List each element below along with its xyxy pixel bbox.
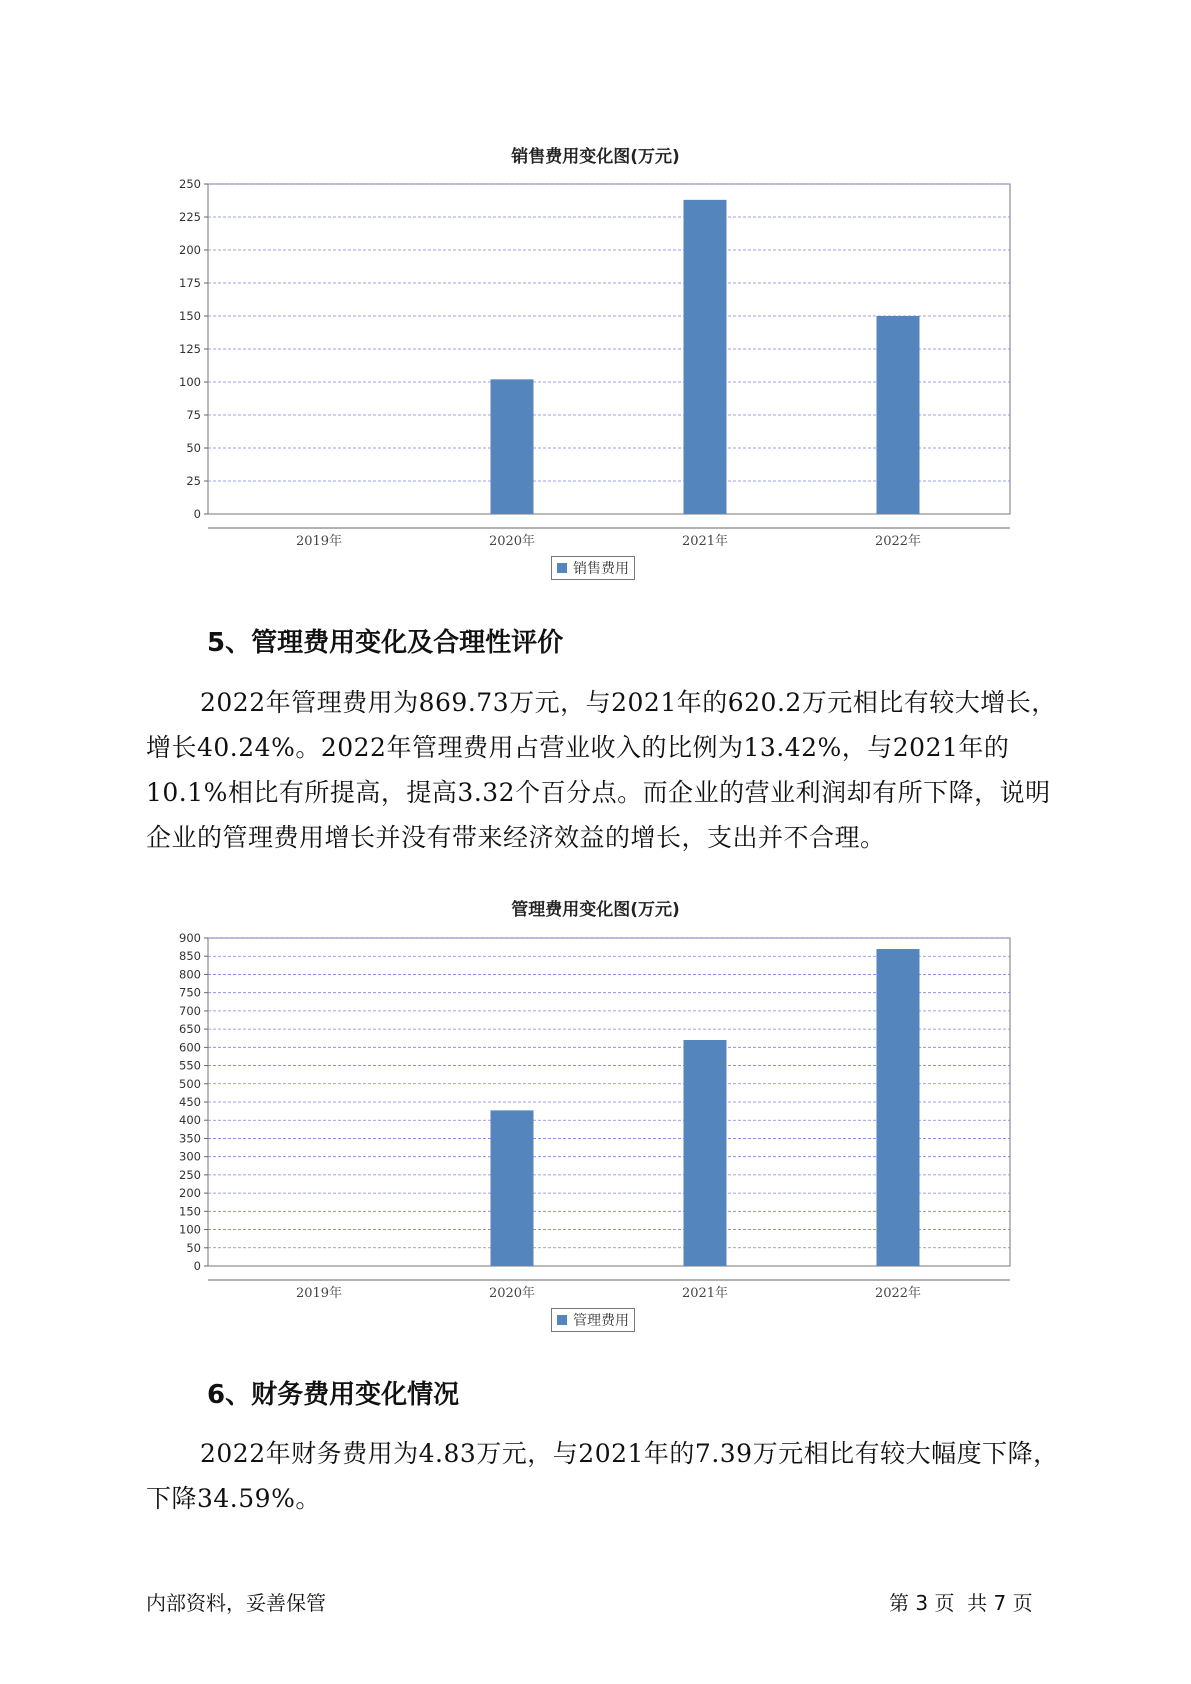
y-tick-label: 175: [179, 276, 201, 290]
y-tick-label: 25: [186, 474, 201, 488]
admin-expense-chart: [0, 930, 1191, 1307]
y-tick-label: 900: [179, 931, 201, 945]
y-tick-label: 350: [179, 1131, 201, 1146]
y-tick-label: 200: [179, 243, 201, 257]
section5-paragraph: 2022年管理费用为869.73万元，与2021年的620.2万元相比有较大增长，增长40.24%。2022年管理费用占营业收入的比例为13.42%，与2021年的10.1%相比有所提高，提高3.32个百分点。而企业的营业利润却有所下降，说明企业的管理费用增长并没有带来经济效益的增长，支出并不合理。: [146, 688, 1057, 852]
y-tick-label: 300: [179, 1149, 201, 1164]
sales-expense-chart: [0, 178, 1191, 555]
footer-confidential: 内部资料，妥善保管: [146, 1591, 326, 1615]
chart2-legend-label: 管理费用: [573, 1313, 629, 1329]
y-tick-label: 450: [179, 1095, 201, 1109]
chart1-legend: [551, 556, 635, 580]
y-tick-label: 75: [186, 408, 201, 422]
x-tick-label: 2021年: [681, 1286, 729, 1301]
y-tick-label: 400: [179, 1113, 201, 1128]
x-tick-label: 2021年: [681, 534, 729, 549]
y-tick-label: 600: [179, 1040, 201, 1055]
y-tick-label: 100: [179, 1222, 201, 1237]
y-tick-label: 250: [179, 177, 201, 191]
y-tick-label: 0: [193, 1259, 201, 1273]
bar-2022年: [877, 316, 920, 514]
bar-2020年: [491, 379, 534, 514]
bar-2021年: [684, 1040, 727, 1266]
y-tick-label: 550: [179, 1058, 201, 1073]
legend-swatch: [557, 1315, 567, 1325]
chart1-title: 销售费用变化图(万元): [511, 147, 680, 167]
section5-heading: 5、管理费用变化及合理性评价: [207, 628, 564, 658]
y-tick-label: 200: [179, 1186, 201, 1201]
bar-2020年: [491, 1110, 534, 1266]
y-tick-label: 225: [179, 210, 201, 224]
y-tick-label: 750: [179, 985, 201, 1000]
bar-2022年: [877, 949, 920, 1266]
legend-swatch: [557, 563, 567, 573]
y-tick-label: 50: [186, 1240, 201, 1255]
y-tick-label: 800: [179, 967, 201, 982]
x-tick-label: 2020年: [488, 534, 536, 549]
chart1-legend-label: 销售费用: [573, 561, 629, 577]
chart2-legend: [551, 1308, 635, 1332]
y-tick-label: 700: [179, 1003, 201, 1018]
y-tick-label: 650: [179, 1022, 201, 1037]
section6-paragraph: 2022年财务费用为4.83万元，与2021年的7.39万元相比有较大幅度下降，下降34.59%。: [146, 1439, 1059, 1513]
y-tick-label: 125: [179, 342, 201, 356]
footer-page-number: 第 3 页 共 7 页: [889, 1591, 1033, 1615]
bar-2021年: [684, 200, 727, 514]
y-tick-label: 500: [179, 1076, 201, 1091]
chart2-title: 管理费用变化图(万元): [511, 900, 680, 920]
x-tick-label: 2020年: [488, 1286, 536, 1301]
y-tick-label: 0: [193, 507, 201, 521]
x-tick-label: 2019年: [295, 1286, 343, 1301]
y-tick-label: 250: [179, 1167, 201, 1182]
y-tick-label: 50: [186, 441, 201, 455]
x-tick-label: 2022年: [874, 1286, 922, 1301]
y-tick-label: 150: [179, 309, 201, 323]
section6-heading: 6、财务费用变化情况: [207, 1380, 460, 1410]
y-tick-label: 150: [179, 1204, 201, 1219]
x-tick-label: 2019年: [295, 534, 343, 549]
y-tick-label: 100: [179, 375, 201, 389]
y-tick-label: 850: [179, 949, 201, 964]
x-tick-label: 2022年: [874, 534, 922, 549]
